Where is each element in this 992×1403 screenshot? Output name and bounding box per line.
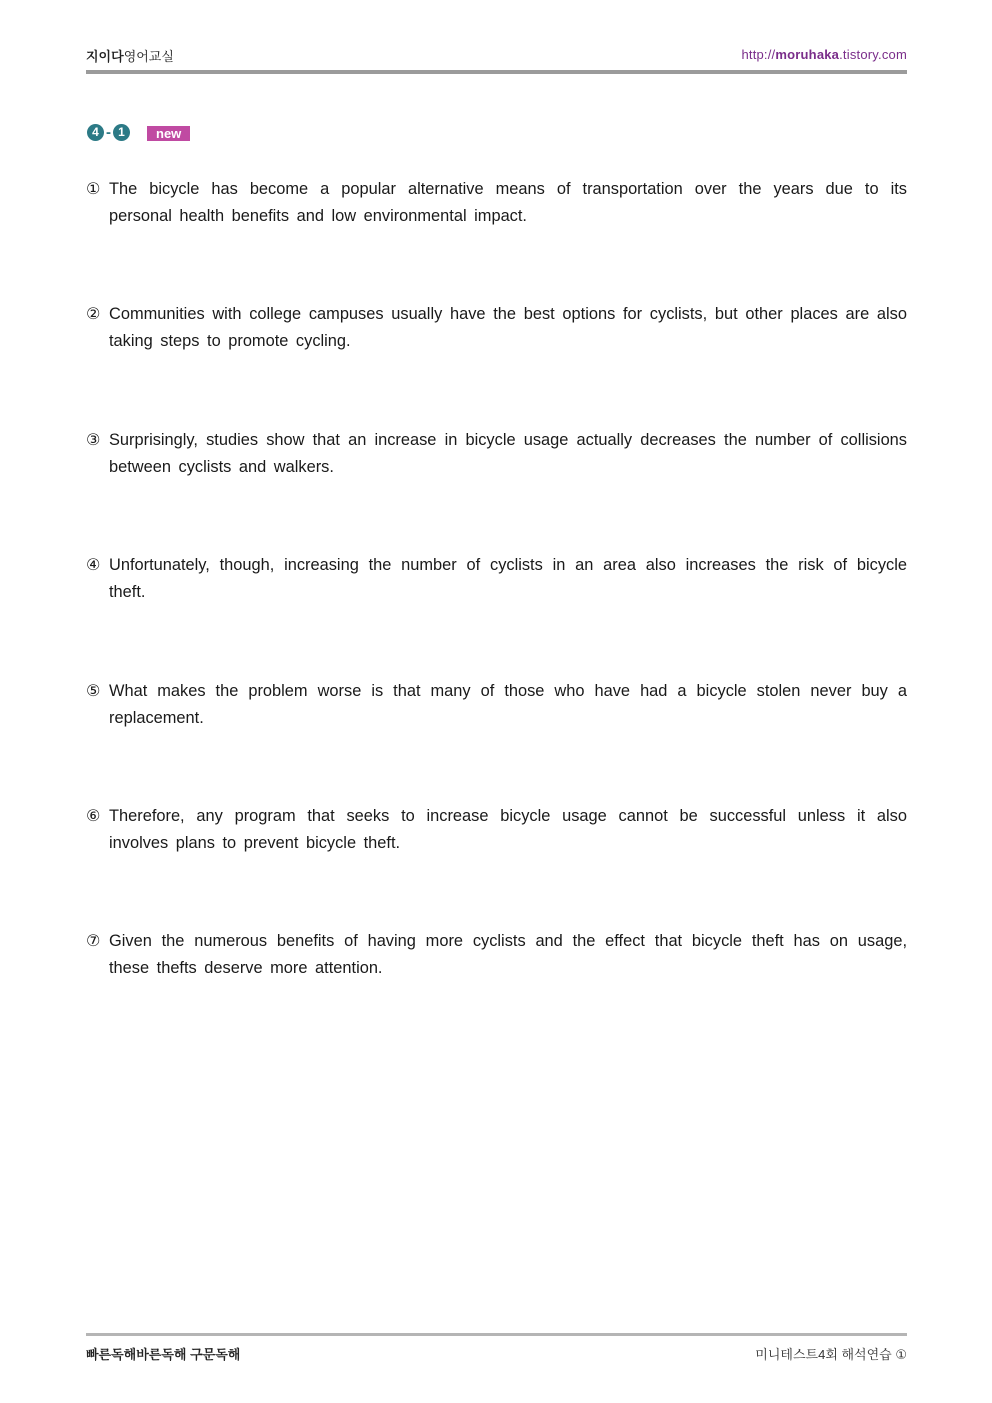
url-prefix: http:// (741, 47, 776, 62)
sentence-number: ⑥ (86, 806, 101, 825)
new-badge: new (147, 126, 190, 141)
page-header (86, 44, 907, 64)
site-url[interactable] (741, 47, 907, 62)
section-minor-number: 1 (113, 124, 130, 141)
sentence-number: ① (86, 179, 101, 198)
sentence-text: Communities with college campuses usually have the best options for cyclists, but other places are also taking steps to promote cycling. (109, 305, 907, 350)
footer-page-title: 미니테스트4회 해석연습 ① (755, 1347, 907, 1362)
sentence-text: The bicycle has become a popular alternative means of transportation over the years due to its personal health benefits and low environmental impact. (109, 180, 907, 225)
sentence-item (86, 928, 907, 981)
section-major-number: 4 (87, 124, 104, 141)
sentence-text: What makes the problem worse is that many of those who have had a bicycle stolen never buy a replacement. (109, 682, 907, 727)
section-separator: - (106, 123, 111, 141)
sentence-text: Therefore, any program that seeks to increase bicycle usage cannot be successful unless it also involves plans to prevent bicycle theft. (109, 807, 907, 852)
sentence-item (86, 427, 907, 480)
sentence-item (86, 678, 907, 731)
sentence-item (86, 552, 907, 605)
header-divider (86, 70, 907, 74)
sentence-number: ② (86, 304, 101, 323)
sentence-number: ⑤ (86, 681, 101, 700)
sentence-number: ③ (86, 430, 101, 449)
sentence-number: ⑦ (86, 931, 101, 950)
section-label (87, 121, 190, 143)
sentence-text: Given the numerous benefits of having more cyclists and the effect that bicycle theft has on usage, these thefts deserve more attention. (109, 932, 907, 977)
url-domain: moruhaka (775, 47, 840, 62)
brand-suffix: 영어교실 (123, 49, 174, 64)
sentence-number: ④ (86, 555, 101, 574)
sentence-item (86, 803, 907, 856)
footer-book-title: 빠른독해바른독해 구문독해 (86, 1347, 241, 1362)
sentence-item (86, 176, 907, 229)
sentence-item (86, 301, 907, 354)
brand-name: 지이다 (86, 49, 124, 64)
sentence-text: Surprisingly, studies show that an increase in bicycle usage actually decreases the number of collisions between cyclists and walkers. (109, 431, 907, 476)
sentence-text: Unfortunately, though, increasing the number of cyclists in an area also increases the risk of bicycle theft. (109, 556, 907, 601)
footer-divider (86, 1333, 907, 1336)
site-brand (86, 46, 174, 65)
url-suffix: .tistory.com (839, 47, 907, 62)
